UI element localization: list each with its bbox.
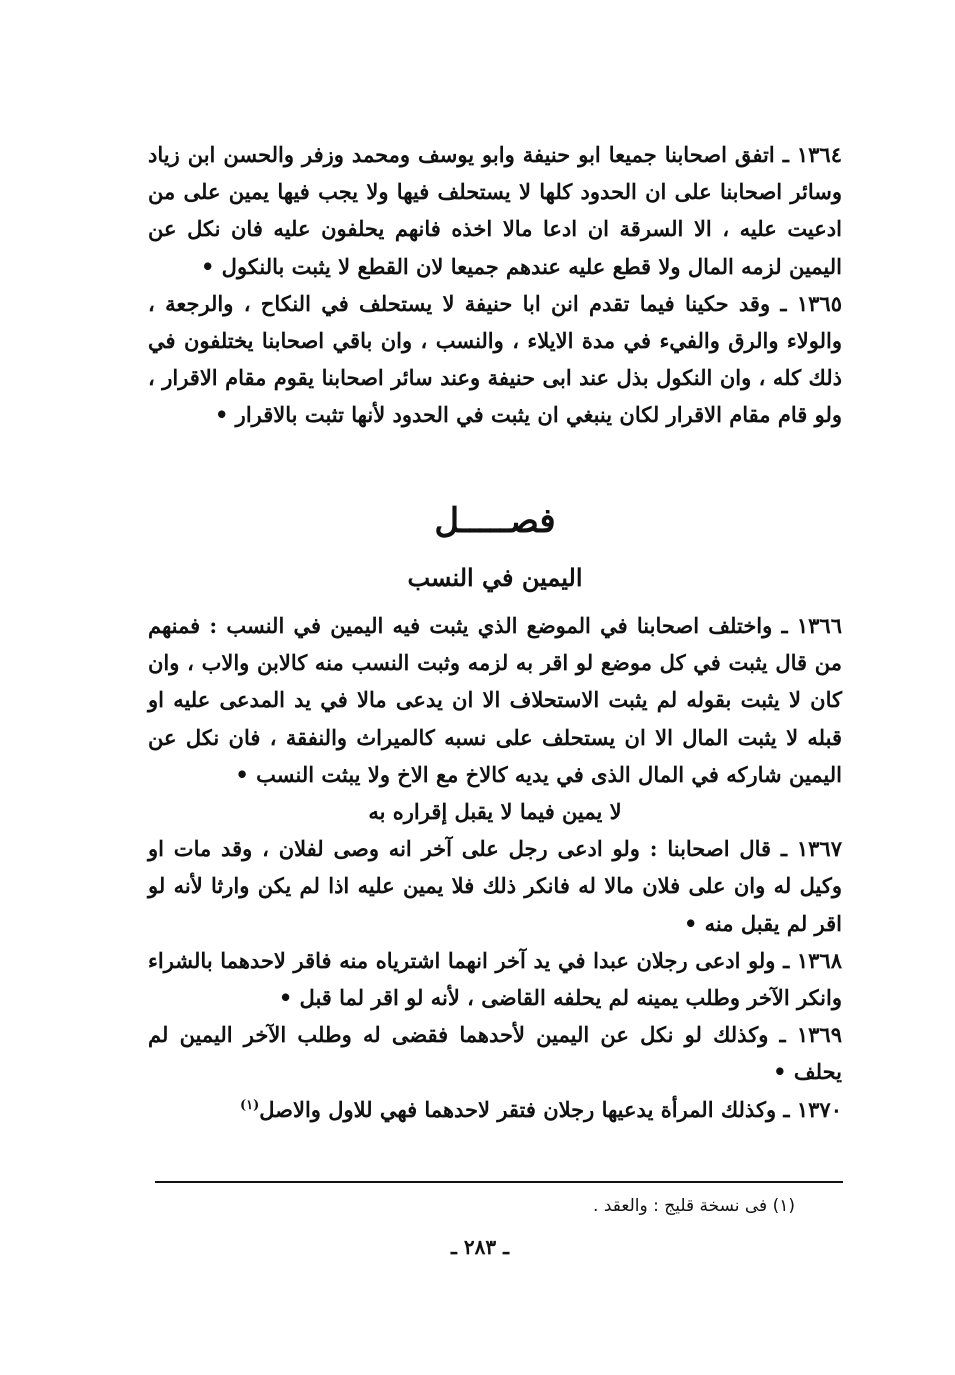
inline-heading: لا يمين فيما لا يقبل إقراره به [368,799,622,825]
body-text-top [148,136,842,434]
paragraph-1370 [148,1091,842,1128]
paragraph-1370-text: ١٣٧٠ ـ وكذلك المرأة يدعيها رجلان فتقر لاحدهما فهي للاول والاصل [259,1096,842,1122]
section-heading: فصـــــل [434,501,556,541]
section-subheading: اليمين في النسب [407,563,583,592]
footnote: (١) فى نسخة قليج : والعقد . [593,1196,795,1216]
paragraph-1368: ١٣٦٨ ـ ولو ادعى رجلان عبدا في يد آخر انهما اشترياه منه فاقر لاحدهما بالشراء وانكر الآخر وطلب يمينه لم يحلفه القاضى ، لأنه لو اقر لما قبل • [148,947,842,1011]
paragraph-1366: ١٣٦٦ ـ واختلف اصحابنا في الموضع الذي يثبت فيه اليمين في النسب : فمنهم من قال يثبت في كل موضع لو اقر به لزمه وثبت النسب منه كالابن والاب ، وان كان لا يثبت بقوله لم يثبت الاستحلاف الا ان يدعى مالا في يد المدعى عليه او قبله لا يثبت المال الا ان يستحلف على نسبه كالميراث والنفقة ، فان نكل عن اليمين شاركه في المال الذى في يديه كالاخ مع الاخ ولا يبثت النسب • [148,613,842,787]
paragraph-1364: ١٣٦٤ ـ اتفق اصحابنا جميعا ابو حنيفة وابو يوسف ومحمد وزفر والحسن ابن زياد وسائر اصحابنا على ان الحدود كلها لا يستحلف فيها ولا يجب فيها يمين على من ادعيت عليه ، الا السرقة ان ادعا مالا اخذه فانهم يحلفون عليه فان نكل عن اليمين لزمه المال ولا قطع عليه عندهم جميعا لان القطع لا يثبت بالنكول • [148,142,842,279]
paragraph-1365: ١٣٦٥ ـ وقد حكينا فيما تقدم انن ابا حنيفة لا يستحلف في النكاح ، والرجعة ، والولاء والرق والفيء في مدة الايلاء ، والنسب ، وان باقي اصحابنا يختلفون في ذلك كله ، وان النكول بذل عند ابى حنيفة وعند سائر اصحابنا يقوم مقام الاقرار ، ولو قام مقام الاقرار لكان ينبغي ان يثبت في الحدود لأنها تثبت بالاقرار • [148,290,842,428]
footnote-divider [155,1181,843,1183]
page-number: ـ ٢٨٣ ـ [451,1235,509,1259]
paragraph-1369: ١٣٦٩ ـ وكذلك لو نكل عن اليمين لأحدهما فقضى له وطلب الآخر اليمين لم يحلف • [148,1022,842,1085]
footnote-marker: (١) [239,1097,260,1113]
paragraph-1367: ١٣٦٧ ـ قال اصحابنا : ولو ادعى رجل على آخر انه وصى لفلان ، وقد مات او وكيل له وان على فلان مالا له فانكر ذلك فلا يمين عليه اذا لم يكن وارثا لأنه لو اقر لم يقبل منه • [148,836,842,936]
body-text-bottom [148,607,842,1128]
